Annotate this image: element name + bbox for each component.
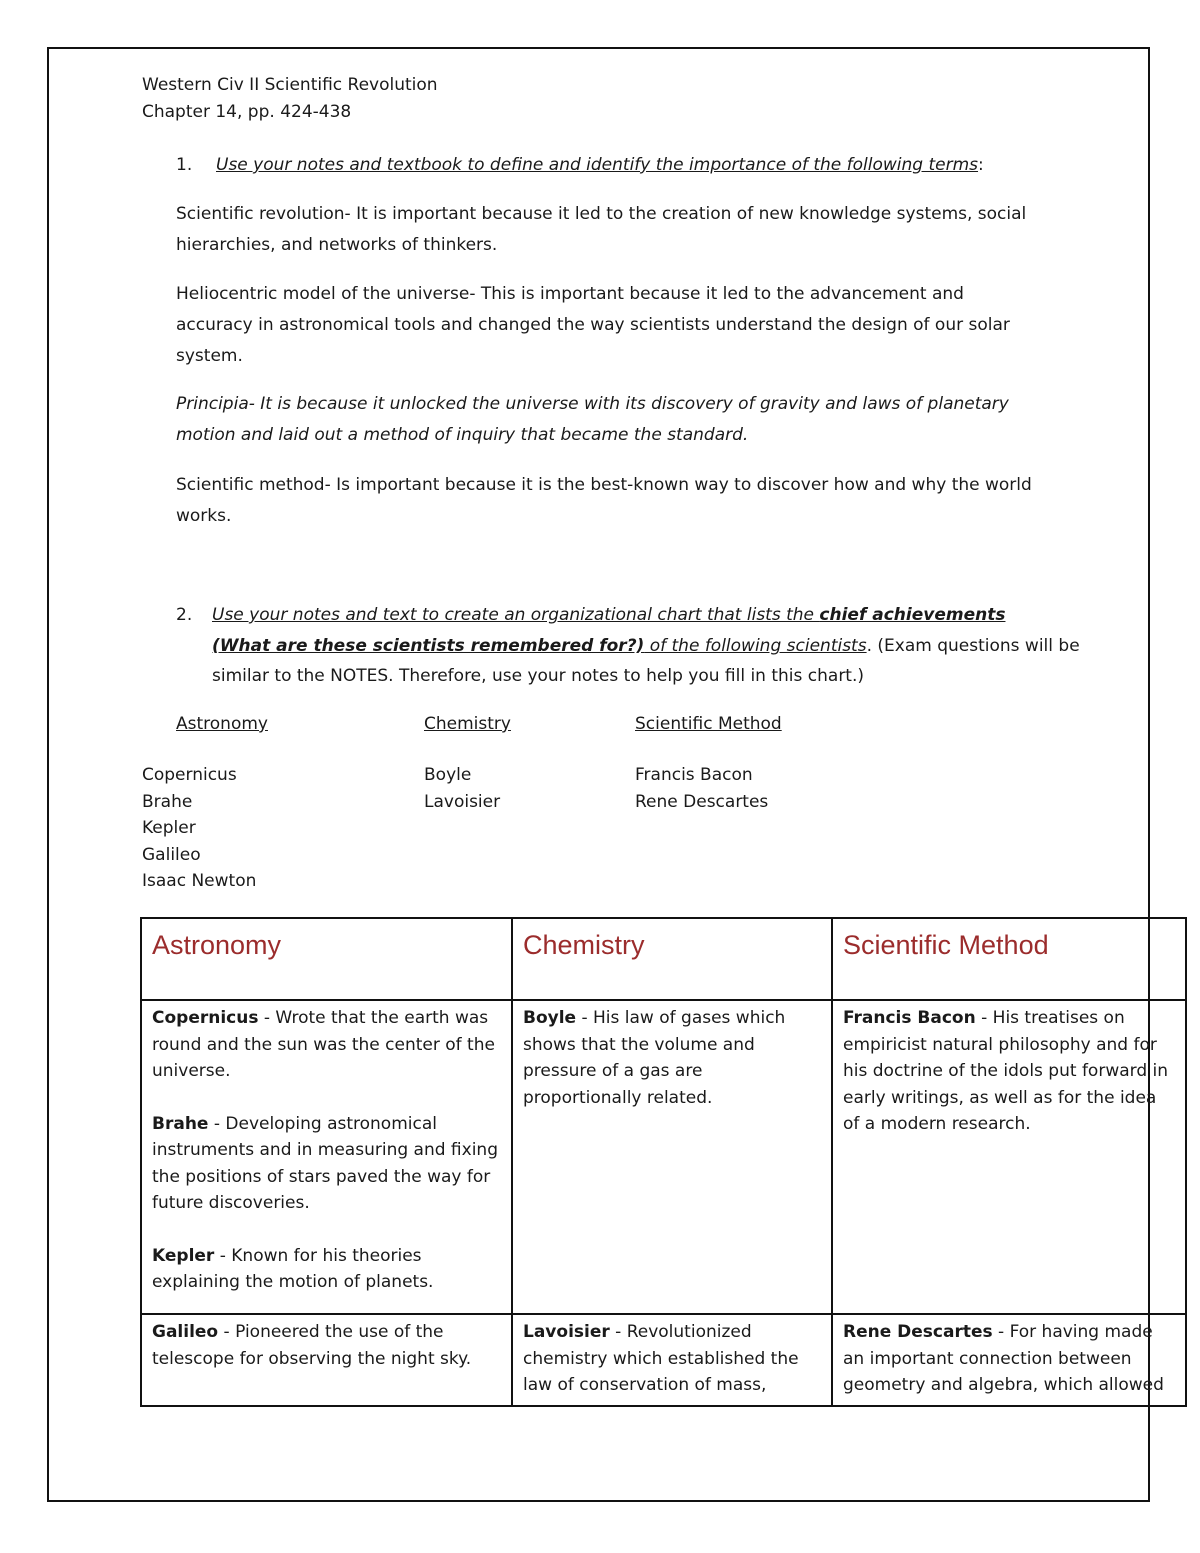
term-line: Scientific method- Is important because it is the best-known way to discover how and why the world bbox=[176, 475, 1032, 495]
entry-boyle bbox=[523, 1005, 821, 1111]
scientist-achievement: - Revolutionized chemistry which established the law of conservation of mass, bbox=[523, 1322, 799, 1395]
table-cell-method bbox=[832, 1314, 1186, 1406]
table-cell-astronomy bbox=[141, 1314, 512, 1406]
prompt-part: Use your notes and text to create an organizational chart that lists the bbox=[212, 605, 820, 625]
term-line: system. bbox=[176, 346, 243, 366]
scientist-name: Brahe bbox=[152, 1113, 209, 1134]
table-row bbox=[141, 1314, 1186, 1406]
chemistry-name-list bbox=[424, 762, 500, 815]
entry-rene-descartes bbox=[843, 1319, 1175, 1399]
scientist-name: Copernicus bbox=[152, 1008, 259, 1028]
list-item: Lavoisier bbox=[424, 791, 501, 812]
list-item: Isaac Newton bbox=[142, 871, 257, 891]
scientist-name: Rene Descartes bbox=[843, 1322, 993, 1342]
entry-brahe bbox=[152, 1111, 501, 1217]
question-2-prompt-line-2 bbox=[212, 631, 1080, 661]
scientist-achievement: - Wrote that the earth was round and the sun was the center of the universe. bbox=[152, 1008, 495, 1081]
prompt-part: . (Exam questions will be bbox=[866, 636, 1080, 656]
table-header-cell bbox=[141, 918, 512, 1000]
scientist-name: Galileo bbox=[152, 1322, 219, 1342]
scientist-achievement: - Developing astronomical instruments and in measuring and fixing the positions of stars paved the way for future discoveries. bbox=[152, 1113, 498, 1213]
list-item: Francis Bacon bbox=[635, 765, 753, 785]
achievements-table bbox=[140, 917, 1187, 1407]
list-item: Galileo bbox=[142, 844, 201, 865]
question-1-prompt-text: Use your notes and textbook to define and identify the importance of the following terms bbox=[216, 155, 979, 175]
scientist-achievement: - Pioneered the use of the telescope for observing the night sky. bbox=[152, 1322, 472, 1369]
list-heading-astronomy: Astronomy bbox=[176, 714, 268, 734]
scientist-name: Lavoisier bbox=[523, 1322, 610, 1342]
scientist-achievement: - For having made an important connection between geometry and algebra, which allowed bbox=[843, 1322, 1164, 1395]
prompt-part: chief achievements bbox=[819, 605, 1006, 625]
table-header-row bbox=[141, 918, 1186, 1000]
method-name-list bbox=[635, 762, 768, 815]
entry-kepler bbox=[152, 1243, 501, 1296]
table-header-cell bbox=[832, 918, 1186, 1000]
entry-francis-bacon bbox=[843, 1005, 1175, 1138]
header-chemistry: Chemistry bbox=[523, 930, 645, 960]
question-1-prompt-colon: : bbox=[978, 155, 984, 175]
term-line: Principia- It is because it unlocked the universe with its discovery of gravity and laws of planetary bbox=[176, 394, 1009, 414]
header-astronomy: Astronomy bbox=[152, 930, 282, 960]
table-header-cell bbox=[512, 918, 832, 1000]
entry-copernicus bbox=[152, 1005, 501, 1085]
scientist-achievement: - Known for his theories explaining the motion of planets. bbox=[152, 1245, 434, 1292]
question-1-prompt bbox=[216, 150, 984, 180]
entry-lavoisier bbox=[523, 1319, 821, 1399]
astronomy-name-list bbox=[142, 762, 256, 895]
question-2-prompt-line-1 bbox=[212, 600, 1005, 630]
term-line: accuracy in astronomical tools and changed the way scientists understand the design of our solar bbox=[176, 315, 1010, 335]
chapter-reference: Chapter 14, pp. 424-438 bbox=[142, 102, 352, 122]
question-2-number: 2. bbox=[176, 605, 193, 625]
list-item: Kepler bbox=[142, 818, 196, 838]
list-heading-method: Scientific Method bbox=[635, 714, 782, 734]
table-row bbox=[141, 1000, 1186, 1314]
term-line: works. bbox=[176, 506, 232, 526]
scientist-name: Francis Bacon bbox=[843, 1008, 976, 1028]
list-item: Rene Descartes bbox=[635, 791, 769, 812]
term-scientific-method bbox=[176, 470, 1076, 532]
question-1-number: 1. bbox=[176, 155, 193, 175]
scientist-achievement: - His law of gases which shows that the volume and pressure of a gas are proportionally related. bbox=[523, 1008, 786, 1108]
term-heliocentric-model bbox=[176, 279, 1076, 372]
prompt-part: of the following scientists bbox=[644, 636, 867, 656]
term-line: Heliocentric model of the universe- This is important because it led to the advancement and bbox=[176, 284, 964, 304]
table-cell-chemistry bbox=[512, 1314, 832, 1406]
term-scientific-revolution bbox=[176, 199, 1076, 261]
list-heading-chemistry: Chemistry bbox=[424, 714, 511, 734]
document-title: Western Civ II Scientific Revolution bbox=[142, 75, 438, 95]
term-principia bbox=[176, 389, 1076, 451]
table-cell-astronomy bbox=[141, 1000, 512, 1314]
term-line: motion and laid out a method of inquiry that became the standard. bbox=[176, 425, 749, 445]
scientist-achievement: - His treatises on empiricist natural philosophy and for his doctrine of the idols put forward in early writings, as well as for the idea of a modern research. bbox=[843, 1008, 1169, 1134]
term-line: Scientific revolution- It is important because it led to the creation of new knowledge systems, social bbox=[176, 204, 1027, 224]
table-cell-chemistry bbox=[512, 1000, 832, 1314]
list-item: Brahe bbox=[142, 791, 193, 812]
list-item: Copernicus bbox=[142, 765, 237, 785]
header-scientific-method: Scientific Method bbox=[843, 930, 1049, 960]
term-line: hierarchies, and networks of thinkers. bbox=[176, 235, 498, 255]
question-2-prompt-line-3: similar to the NOTES. Therefore, use your notes to help you fill in this chart.) bbox=[212, 666, 865, 686]
scientist-name: Boyle bbox=[523, 1008, 577, 1028]
scientist-name: Kepler bbox=[152, 1245, 215, 1266]
list-item: Boyle bbox=[424, 765, 472, 785]
entry-galileo bbox=[152, 1319, 501, 1372]
table-cell-method bbox=[832, 1000, 1186, 1314]
prompt-part: (What are these scientists remembered for?) bbox=[212, 636, 645, 656]
